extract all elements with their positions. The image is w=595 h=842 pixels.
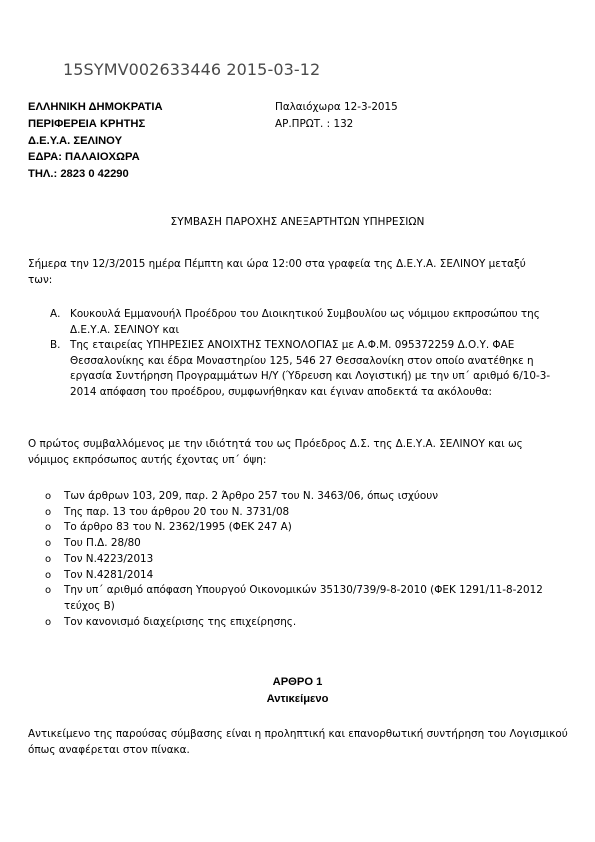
place-date: Παλαιόχωρα 12-3-2015 [275,101,398,113]
party-b [50,338,560,400]
first-party-paragraph: Ο πρώτος συμβαλλόμενος με την ιδιότητά του ως Πρόεδρος Δ.Σ. της Δ.Ε.Υ.Α. ΣΕΛΙΝΟΥ και ως νόμιμος εκπρόσωπος αυτής έχοντας υπ΄ όψη: [28,438,523,466]
party-a-text: Κουκουλά Εμμανουήλ Προέδρου του Διοικητικού Συμβουλίου ως νόμιμου εκπροσώπου της Δ.Ε.Υ.Α. ΣΕΛΙΝΟΥ και [70,308,540,336]
document-id: 15SYMV002633446 2015-03-12 [63,60,321,79]
bullet-icon: o [45,522,52,534]
list-item: o Τον Ν.4223/2013 [45,552,555,568]
list-item: o Του Π.Δ. 28/80 [45,536,555,552]
issuer-organization: Δ.Ε.Υ.Α. ΣΕΛΙΝΟΥ [28,134,123,147]
bullet-icon: o [45,616,52,628]
issuer-country: ΕΛΛΗΝΙΚΗ ΔΗΜΟΚΡΑΤΙΑ [28,101,163,113]
article-number: ΑΡΘΡΟ 1 [272,676,323,688]
bullet-icon: o [45,569,52,581]
bullet-icon: o [45,553,52,565]
bullet-icon: o [45,585,52,597]
party-b-text: Της εταιρείας ΥΠΗΡΕΣΙΕΣ ΑΝΟΙΧΤΗΣ ΤΕΧΝΟΛΟΓΙΑΣ με Α.Φ.Μ. 095372259 Δ.Ο.Υ. ΦΑΕ Θεσσαλονίκης και έδρα Μοναστηρίου 125, 546 27 Θεσσαλονίκη στον οποίο ανατέθηκε η εργασία Συντήρηση Προγραμμάτων Η/Υ (Ύδρευση και Λογιστική) με την υπ΄ αριθμό 6/10-3-2014 απόφαση του προέδρου, συμφωνήθηκαν και έγιναν αποδεκτά τα ακόλουθα: [70,339,551,398]
list-item: o Τον κανονισμό διαχείρισης της επιχείρησης. [45,615,555,631]
issuer-region: ΠΕΡΙΦΕΡΕΙΑ ΚΡΗΤΗΣ [28,117,146,130]
issuer-block [28,99,163,183]
list-item: o Των άρθρων 103, 209, παρ. 2 Άρθρο 257 του Ν. 3463/06, όπως ισχύουν [45,489,555,505]
list-item: o Το άρθρο 83 του Ν. 2362/1995 (ΦΕΚ 247 Α) [45,520,555,536]
list-item: o Τον Ν.4281/2014 [45,568,555,584]
contract-title: ΣΥΜΒΑΣΗ ΠΑΡΟΧΗΣ ΑΝΕΞΑΡΤΗΤΩΝ ΥΠΗΡΕΣΙΩΝ [170,216,425,228]
bullet-icon: o [45,538,52,550]
article-title: Αντικείμενο [266,693,329,705]
article-paragraph: Αντικείμενο της παρούσας σύμβασης είναι η προληπτική και επανορθωτική συντήρηση του Λογισμικού όπως αναφέρεται στον πίνακα. [28,728,568,756]
issuer-phone: ΤΗΛ.: 2823 0 42290 [28,168,129,181]
list-item: o Της παρ. 13 του άρθρου 20 του Ν. 3731/08 [45,505,555,521]
protocol-number: ΑΡ.ΠΡΩΤ. : 132 [275,117,354,130]
bullet-icon: o [45,491,52,502]
intro-paragraph: Σήμερα την 12/3/2015 ημέρα Πέμπτη και ώρα 12:00 στα γραφεία της Δ.Ε.Υ.Α. ΣΕΛΙΝΟΥ μεταξύ των: [28,258,526,286]
party-a [50,307,560,338]
issuer-seat: ΕΔΡΑ: ΠΑΛΑΙΟΧΩΡΑ [28,151,140,164]
date-reference-block [275,99,398,133]
list-item: o Την υπ΄ αριθμό απόφαση Υπουργού Οικονομικών 35130/739/9-8-2010 (ΦΕΚ 1291/11-8-2012 τεύχος Β) [45,584,543,612]
party-b-label: Β. [50,339,61,351]
party-a-label: Α. [50,308,61,320]
bullet-icon: o [45,506,52,518]
parties-list [50,307,560,400]
considerations-list [45,489,555,630]
